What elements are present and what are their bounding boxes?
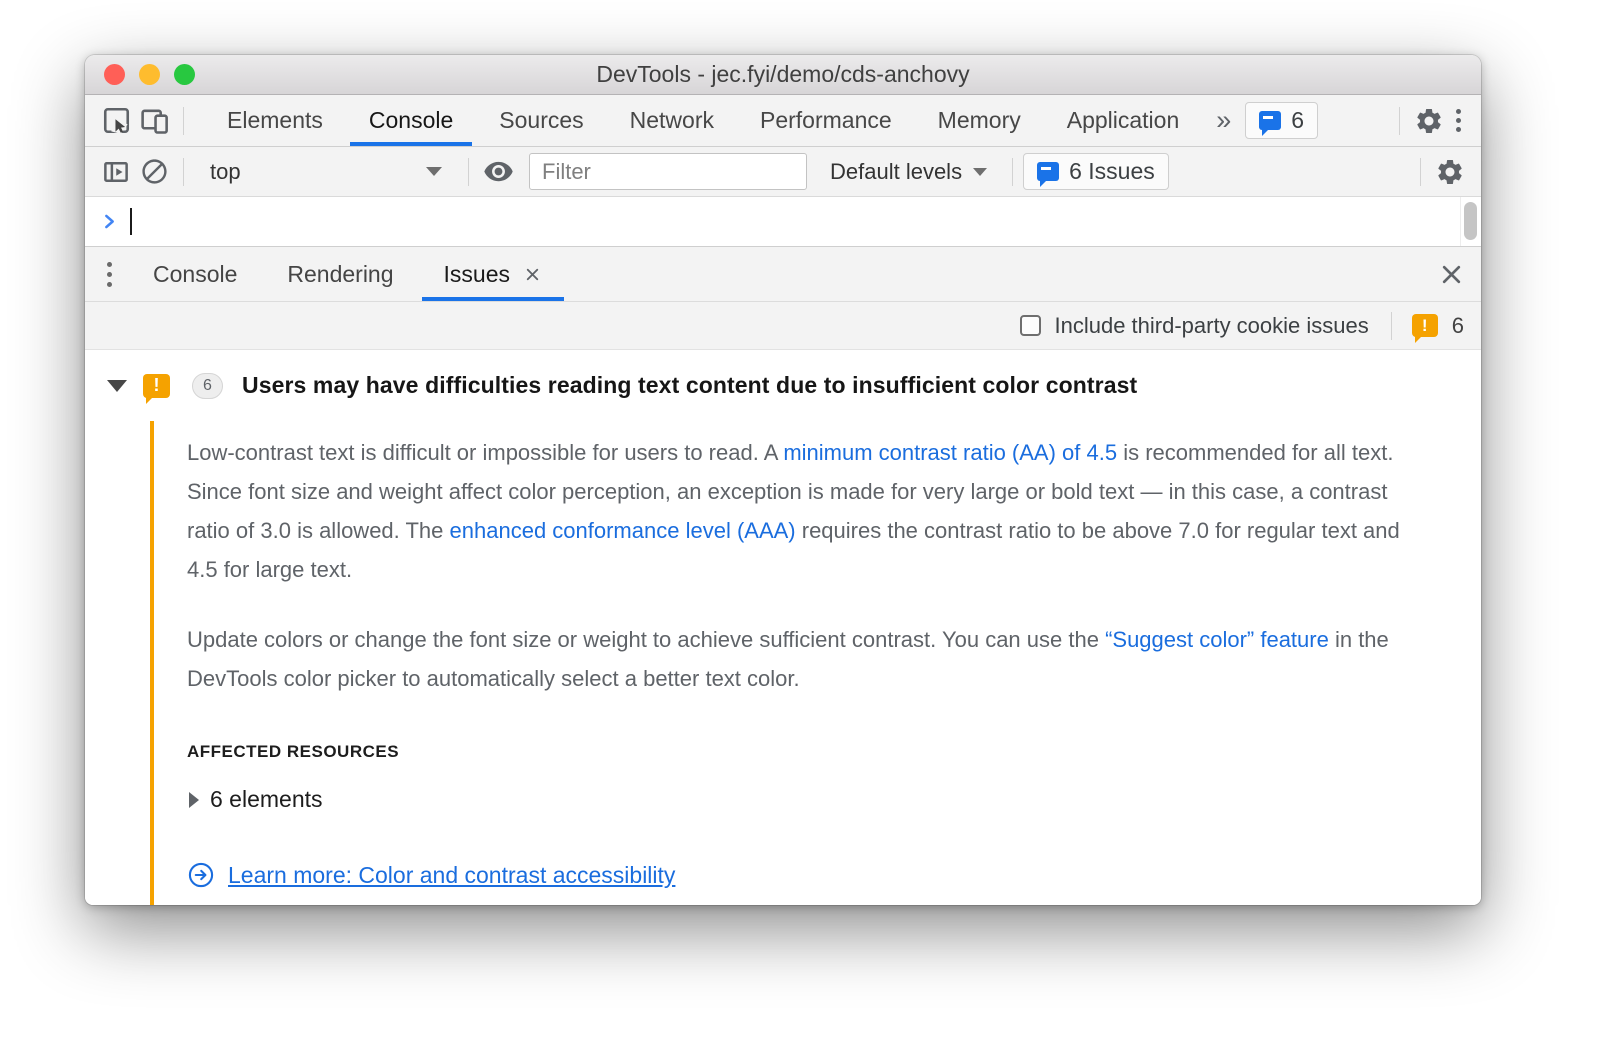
console-sidebar-icon: [101, 157, 131, 187]
titlebar: [85, 55, 1481, 95]
affected-elements-label: 6 elements: [210, 786, 323, 812]
execution-context-value: top: [210, 158, 241, 184]
close-icon: [1438, 261, 1465, 288]
minimize-window-button[interactable]: [139, 64, 160, 85]
execution-context-selector[interactable]: [194, 147, 458, 196]
issues-button-label: 6 Issues: [1069, 158, 1155, 184]
toolbar-separator: [1391, 312, 1392, 340]
create-live-expression-button[interactable]: [479, 153, 517, 191]
third-party-cookies-checkbox[interactable]: [1020, 315, 1041, 336]
link-suggest-color-feature[interactable]: “Suggest color” feature: [1105, 627, 1329, 652]
warning-bubble-icon: !: [143, 374, 170, 398]
gear-icon: [1414, 106, 1444, 136]
drawer-close-button[interactable]: [1438, 261, 1465, 288]
dots-menu-icon: [1456, 109, 1461, 114]
text-caret: [130, 208, 132, 235]
learn-more-row: [187, 861, 1411, 889]
main-menu-button[interactable]: [1448, 109, 1469, 132]
tab-application[interactable]: Application: [1066, 107, 1180, 133]
traffic-lights: [104, 64, 195, 85]
scrollbar-thumb[interactable]: [1464, 202, 1477, 240]
tab-console[interactable]: Console: [346, 95, 476, 146]
warning-count: 6: [1451, 312, 1464, 338]
tab-sources[interactable]: Sources: [499, 107, 584, 133]
link-min-contrast-ratio[interactable]: minimum contrast ratio (AA) of 4.5: [783, 440, 1118, 465]
tab-elements[interactable]: Elements: [227, 107, 323, 133]
clear-console-button[interactable]: [135, 153, 173, 191]
show-console-sidebar-button[interactable]: [97, 153, 135, 191]
zoom-window-button[interactable]: [174, 64, 195, 85]
issue-paragraph-1: Low-contrast text is difficult or impossible for users to read. A minimum contrast ratio (AA) of 4.5 is recommended for all text. Since font size and weight affect color perception, an exception is made for very large or bold text — in this case, a contrast ratio of 3.0 is allowed. The enhanced conformance level (AAA) requires the contrast ratio to be above 7.0 for regular text and 4.5 for large text.: [187, 440, 1400, 582]
third-party-cookies-label: Include third-party cookie issues: [1054, 312, 1369, 338]
issues-toolbar: [85, 302, 1481, 350]
console-filter-input[interactable]: [529, 153, 807, 190]
collapse-triangle-icon[interactable]: [107, 380, 127, 392]
panel-tabs: [204, 95, 1202, 146]
drawer-tab-console[interactable]: Console: [153, 260, 238, 287]
arrow-circle-icon: [187, 861, 215, 889]
toolbar-separator: [1012, 158, 1013, 186]
drawer-tab-issues[interactable]: Issues: [419, 247, 567, 301]
main-toolbar: [85, 95, 1481, 147]
console-toolbar: [85, 147, 1481, 197]
prompt-chevron-icon: [100, 212, 119, 231]
settings-button[interactable]: [1410, 102, 1448, 140]
devtools-window: [85, 55, 1481, 905]
drawer-menu-button[interactable]: [107, 262, 112, 287]
tab-memory[interactable]: Memory: [937, 107, 1021, 133]
console-scrollbar[interactable]: [1460, 197, 1481, 246]
affected-elements-toggle[interactable]: [187, 786, 1411, 813]
eye-icon: [483, 156, 514, 187]
toolbar-separator: [183, 158, 184, 186]
issues-bubble-icon: [1259, 111, 1281, 130]
issues-counter-count: 6: [1291, 107, 1305, 133]
issues-bubble-icon: [1037, 162, 1059, 181]
console-settings-button[interactable]: [1431, 153, 1469, 191]
expand-triangle-icon[interactable]: [189, 792, 199, 808]
tab-network[interactable]: Network: [629, 107, 714, 133]
toolbar-separator: [468, 158, 469, 186]
inspect-element-button[interactable]: [97, 102, 135, 140]
learn-more-link[interactable]: Learn more: Color and contrast accessibility: [228, 861, 676, 888]
link-enhanced-conformance[interactable]: enhanced conformance level (AAA): [449, 518, 796, 543]
close-window-button[interactable]: [104, 64, 125, 85]
log-levels-value: Default levels: [830, 158, 963, 184]
issue-header[interactable]: [85, 350, 1481, 405]
window-title: DevTools - jec.fyi/demo/cds-anchovy: [596, 61, 970, 87]
log-levels-dropdown[interactable]: [815, 159, 1002, 185]
toolbar-separator: [1420, 158, 1421, 186]
affected-resources-heading: AFFECTED RESOURCES: [187, 742, 400, 761]
clear-ban-icon: [140, 157, 169, 186]
chevron-down-icon: [973, 168, 987, 176]
issue-body: [150, 421, 1481, 905]
issue-title: Users may have difficulties reading text content due to insufficient color contrast: [242, 372, 1138, 398]
console-prompt[interactable]: [85, 197, 1481, 247]
drawer-tab-rendering[interactable]: Rendering: [287, 260, 394, 287]
inspect-cursor-icon: [101, 105, 132, 136]
issues-counter-button[interactable]: [1245, 102, 1318, 139]
chevron-down-icon: [426, 167, 442, 176]
issues-panel: [85, 350, 1481, 905]
device-toolbar-icon: [139, 105, 170, 136]
issues-button[interactable]: [1023, 153, 1169, 190]
gear-icon: [1435, 157, 1465, 187]
close-tab-icon[interactable]: [523, 265, 542, 284]
more-tabs-button[interactable]: »: [1216, 105, 1232, 135]
toolbar-separator: [1399, 107, 1400, 135]
tab-performance[interactable]: Performance: [760, 107, 892, 133]
dots-menu-icon: [107, 262, 112, 267]
warning-bubble-icon: !: [1412, 314, 1438, 337]
issue-count-badge: 6: [192, 373, 223, 399]
toolbar-separator: [183, 107, 184, 135]
drawer-tab-bar: [85, 247, 1481, 302]
issue-paragraph-2: Update colors or change the font size or weight to achieve sufficient contrast. You can use the “Suggest color” feature in the DevTools color picker to automatically select a better text color.: [187, 627, 1389, 691]
toggle-device-toolbar-button[interactable]: [135, 102, 173, 140]
